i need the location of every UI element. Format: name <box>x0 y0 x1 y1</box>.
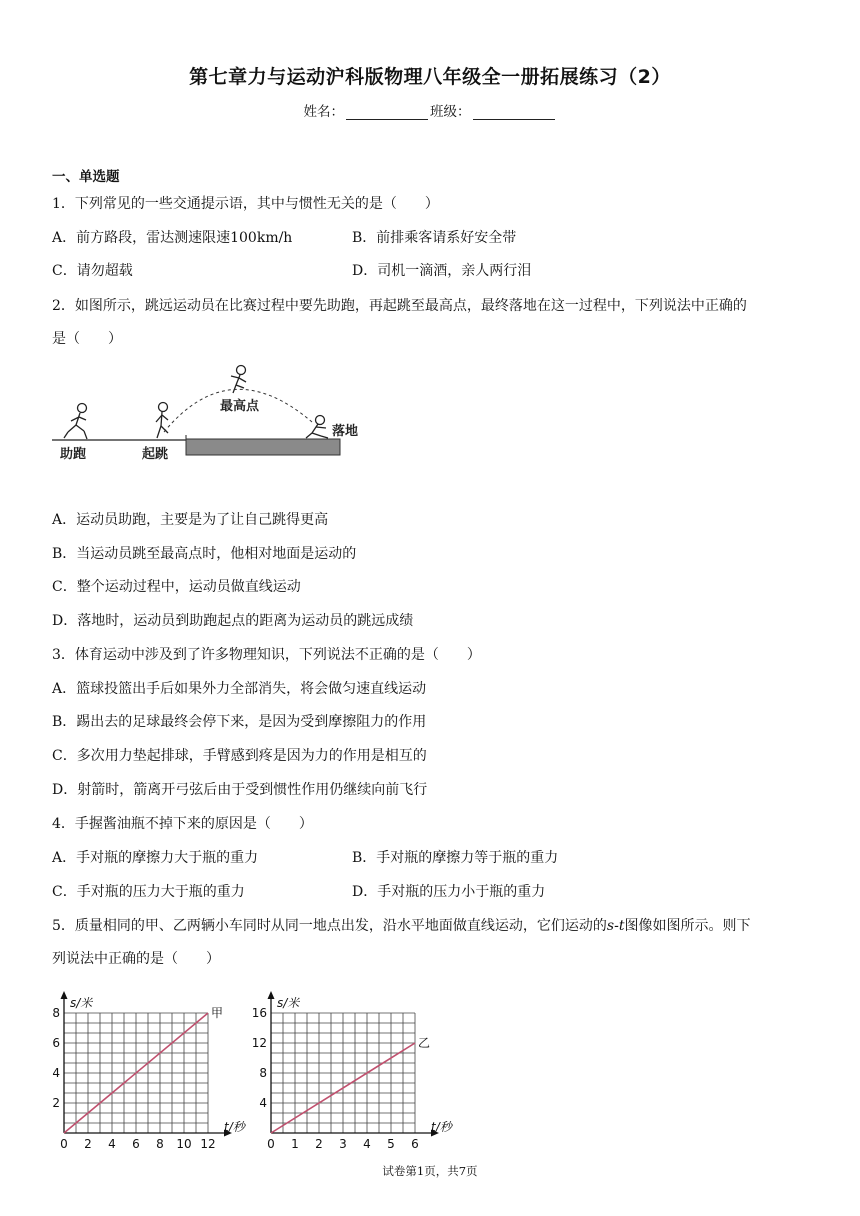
q4-option-c: C．手对瓶的压力大于瓶的重力 <box>52 884 245 900</box>
y-tick-label: 16 <box>251 1006 267 1020</box>
y-tick-label: 6 <box>52 1036 60 1050</box>
q2-option-a: A．运动员助跑，主要是为了让自己跳得更高 <box>52 512 329 528</box>
q5-stem-line2: 列说法中正确的是（ ） <box>52 951 220 967</box>
x-tick-label: 2 <box>315 1137 323 1151</box>
label-land: 落地 <box>332 424 359 439</box>
class-label: 班级： <box>430 104 471 120</box>
y-tick-label: 4 <box>259 1096 267 1110</box>
q2-stem-line2: 是（ ） <box>52 331 122 347</box>
q1-option-c: C．请勿超载 <box>52 263 133 279</box>
q4-stem: 4．手握酱油瓶不掉下来的原因是（ ） <box>52 816 313 832</box>
q5-stem-line1 <box>52 917 750 935</box>
page-title: 第七章力与运动沪科版物理八年级全一册拓展练习（2） <box>189 66 671 88</box>
takeoff-figure <box>156 403 168 439</box>
long-jump-figure <box>50 358 370 468</box>
label-apex: 最高点 <box>220 399 260 414</box>
q4-option-a: A．手对瓶的摩擦力大于瓶的重力 <box>52 850 259 866</box>
sand-pit <box>186 439 340 455</box>
x-tick-label: 3 <box>339 1137 347 1151</box>
section-heading: 一、单选题 <box>52 169 120 185</box>
series-label: 乙 <box>418 1036 431 1050</box>
x-tick-label: 8 <box>156 1137 164 1151</box>
y-tick-label: 8 <box>52 1006 60 1020</box>
runner-figure <box>64 404 87 440</box>
y-axis-arrow <box>268 991 275 999</box>
q5-stem-post: 图像如图所示。则下 <box>624 918 751 934</box>
name-class-row <box>0 100 860 120</box>
q1-stem: 1．下列常见的一些交通提示语，其中与惯性无关的是（ ） <box>52 196 439 212</box>
y-axis-label: s/米 <box>277 996 300 1010</box>
x-tick-label: 4 <box>363 1137 371 1151</box>
series-label: 甲 <box>211 1006 224 1020</box>
name-label: 姓名： <box>303 104 344 120</box>
q4-option-b: B．手对瓶的摩擦力等于瓶的重力 <box>352 850 559 866</box>
q1-option-b: B．前排乘客请系好安全带 <box>352 230 517 246</box>
chart-jia <box>40 980 245 1151</box>
q1-option-d: D．司机一滴酒，亲人两行泪 <box>352 263 532 279</box>
x-tick-label: 10 <box>176 1137 192 1151</box>
y-tick-label: 8 <box>259 1066 267 1080</box>
q3-stem: 3．体育运动中涉及到了许多物理知识，下列说法不正确的是（ ） <box>52 647 481 663</box>
q2-option-c: C．整个运动过程中，运动员做直线运动 <box>52 579 301 595</box>
x-tick-label: 2 <box>84 1137 92 1151</box>
y-tick-label: 12 <box>251 1036 267 1050</box>
x-axis-label: t/秒 <box>224 1120 245 1134</box>
name-blank[interactable] <box>346 105 428 120</box>
x-tick-label: 6 <box>411 1137 419 1151</box>
q5-stem-pre: 5．质量相同的甲、乙两辆小车同时从同一地点出发，沿水平地面做直线运动，它们运动的 <box>52 918 607 934</box>
x-tick-label: 0 <box>267 1137 275 1151</box>
y-axis-label: s/米 <box>70 996 93 1010</box>
x-tick-label: 0 <box>60 1137 68 1151</box>
q5-st-symbol: s-t <box>606 918 625 934</box>
x-tick-label: 12 <box>200 1137 216 1151</box>
q2-stem-line1: 2．如图所示，跳远运动员在比赛过程中要先助跑，再起跳至最高点，最终落地在这一过程中，下列说法中正确的 <box>52 298 747 314</box>
x-tick-label: 5 <box>387 1137 395 1151</box>
apex-figure <box>231 366 246 394</box>
label-takeoff: 起跳 <box>142 447 169 462</box>
y-axis-arrow <box>61 991 68 999</box>
y-tick-label: 2 <box>52 1096 60 1110</box>
q3-option-c: C．多次用力垫起排球，手臂感到疼是因为力的作用是相互的 <box>52 748 427 764</box>
x-tick-label: 1 <box>291 1137 299 1151</box>
class-blank[interactable] <box>473 105 555 120</box>
q3-option-b: B．踢出去的足球最终会停下来，是因为受到摩擦阻力的作用 <box>52 714 427 730</box>
q4-option-d: D．手对瓶的压力小于瓶的重力 <box>352 884 546 900</box>
page-footer: 试卷第1页，共7页 <box>382 1164 478 1178</box>
q2-option-b: B．当运动员跳至最高点时，他相对地面是运动的 <box>52 546 357 562</box>
q3-option-d: D．射箭时，箭离开弓弦后由于受到惯性作用仍继续向前飞行 <box>52 782 428 798</box>
x-tick-label: 4 <box>108 1137 116 1151</box>
y-tick-label: 4 <box>52 1066 60 1080</box>
q3-option-a: A．篮球投篮出手后如果外力全部消失，将会做匀速直线运动 <box>52 681 427 697</box>
chart-yi <box>246 980 456 1150</box>
x-tick-label: 6 <box>132 1137 140 1151</box>
landing-figure <box>306 416 328 439</box>
q2-option-d: D．落地时，运动员到助跑起点的距离为运动员的跳远成绩 <box>52 613 414 629</box>
q1-option-a: A．前方路段，雷达测速限速100km/h <box>52 230 293 246</box>
x-axis-label: t/秒 <box>431 1120 452 1134</box>
label-run: 助跑 <box>60 447 87 462</box>
